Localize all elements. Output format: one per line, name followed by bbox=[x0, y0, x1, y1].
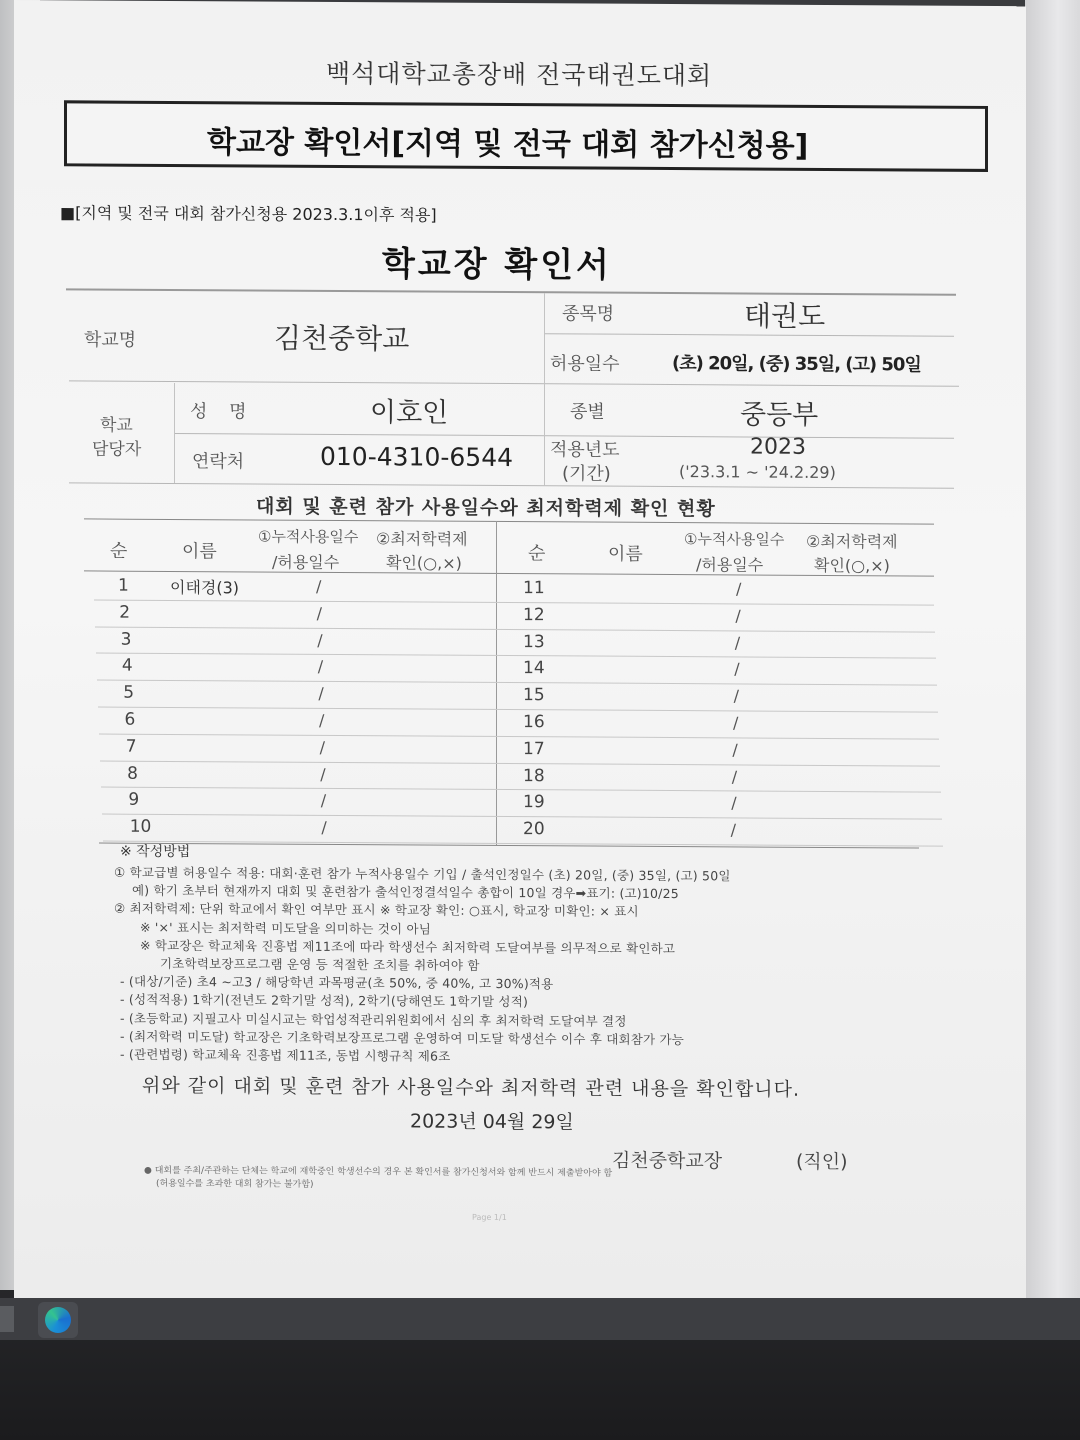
row-number: 2 bbox=[119, 602, 131, 623]
form-box-title: 학교장 확인서[지역 및 전국 대회 참가신청용] bbox=[207, 125, 809, 164]
row-number: 19 bbox=[523, 792, 545, 813]
school-label: 학교명 bbox=[84, 329, 137, 351]
row-number: 18 bbox=[523, 765, 545, 786]
row-days: / bbox=[319, 710, 325, 730]
right-window-edge bbox=[1025, 0, 1080, 1300]
taskbar bbox=[0, 1298, 1080, 1340]
row-number: 17 bbox=[523, 738, 545, 760]
row-number: 12 bbox=[523, 604, 545, 626]
signer-name: 김천중학교장 bbox=[612, 1149, 723, 1173]
event-label: 종목명 bbox=[562, 303, 615, 325]
confirmation-text: 위와 같이 대회 및 훈련 참가 사용일수와 최저학력 관련 내용을 확인합니다. bbox=[142, 1074, 801, 1101]
header-academic-left-2: 확인(○,×) bbox=[386, 553, 462, 573]
allowed-days-label: 허용일수 bbox=[550, 353, 620, 375]
school-value: 김천중학교 bbox=[274, 321, 410, 356]
row-number: 3 bbox=[120, 629, 132, 650]
name-label: 성 명 bbox=[190, 401, 255, 423]
manager-label-line1: 학교 bbox=[100, 415, 133, 436]
form-title-box bbox=[64, 100, 988, 172]
info-divider bbox=[544, 293, 545, 485]
row-number: 5 bbox=[123, 682, 135, 703]
table-row-line bbox=[100, 760, 940, 766]
row-days: / bbox=[321, 818, 327, 838]
note-line: - (성적적용) 1학기(전년도 2학기말 성적), 2학기(당해연도 1학기말 성적) bbox=[120, 992, 529, 1010]
note-line: - (초등학교) 지필고사 미실시교는 학업성적관리위원회에서 심의 후 최저학력 도달여부 결정 bbox=[120, 1010, 627, 1029]
apply-year-label-line2: (기간) bbox=[562, 463, 611, 485]
table-row-line bbox=[96, 653, 936, 659]
row-days: / bbox=[732, 740, 738, 760]
row-number: 7 bbox=[125, 736, 137, 757]
division-label: 종별 bbox=[570, 401, 605, 423]
row-days: / bbox=[317, 630, 323, 650]
row-days: / bbox=[320, 764, 326, 784]
section-title: 대회 및 훈련 참가 사용일수와 최저학력제 확인 현황 bbox=[256, 495, 716, 521]
event-value: 태권도 bbox=[744, 299, 826, 333]
table-row-line bbox=[95, 626, 935, 632]
table-row-line bbox=[98, 707, 938, 713]
manager-label-line2: 담당자 bbox=[92, 439, 142, 460]
form-title: 학교장 확인서 bbox=[382, 244, 612, 286]
note-line: - (최저학력 미도달) 학교장은 기초학력보장프로그램 운영하여 미도달 학생선수 이수 후 대회참가 가능 bbox=[120, 1028, 685, 1047]
document-date: 2023년 04월 29일 bbox=[410, 1110, 574, 1134]
row-number: 9 bbox=[128, 790, 140, 811]
taskbar-edge bbox=[0, 1306, 14, 1332]
contact-value: 010-4310-6544 bbox=[320, 441, 514, 473]
apply-year-value: 2023 bbox=[750, 434, 806, 460]
note-line: 기초학력보장프로그램 운영 등 적절한 조치를 취하여야 함 bbox=[160, 955, 480, 973]
note-line: ※ '×' 표시는 최저학력 미도달을 의미하는 것이 아님 bbox=[140, 919, 432, 937]
document-page bbox=[14, 0, 1026, 1306]
header-days-left-1: ①누적사용일수 bbox=[258, 527, 359, 547]
header-days-right-1: ①누적사용일수 bbox=[684, 530, 785, 549]
form-subtitle: ■[지역 및 전국 대회 참가신청용 2023.3.1이후 적용] bbox=[60, 203, 437, 225]
row-number: 14 bbox=[523, 658, 545, 679]
row-number: 13 bbox=[523, 631, 545, 652]
table-row-line bbox=[102, 814, 942, 820]
footnote-line1: ● 대회를 주최/주관하는 단체는 학교에 재학중인 학생선수의 경우 본 확인서를 참가신청서와 함께 반드시 제출받아야 함 bbox=[144, 1165, 613, 1179]
row-number: 20 bbox=[523, 819, 545, 840]
row-days: / bbox=[316, 576, 322, 596]
row-number: 11 bbox=[523, 578, 545, 599]
row-days: / bbox=[317, 657, 324, 677]
edge-browser-button[interactable] bbox=[38, 1302, 78, 1338]
header-academic-left-1: ②최저학력제 bbox=[376, 529, 468, 549]
apply-year-label-line1: 적용년도 bbox=[550, 439, 620, 461]
row-number: 4 bbox=[121, 656, 133, 677]
note-line: ② 최저학력제: 단위 학교에서 확인 여부만 표시 ※ 학교장 확인: ○표시, 학교장 미확인: × 표시 bbox=[114, 901, 639, 920]
row-number: 16 bbox=[523, 712, 545, 733]
note-line: 예) 학기 초부터 현재까지 대회 및 훈련참가 출석인정결석일수 총합이 10일 경우➡표기: (고)10/25 bbox=[132, 882, 679, 902]
row-days: / bbox=[318, 684, 324, 704]
row-number: 6 bbox=[124, 709, 136, 730]
row-days: / bbox=[734, 659, 740, 679]
header-days-left-2: /허용일수 bbox=[272, 552, 340, 572]
competition-title: 백석대학교총장배 전국태권도대회 bbox=[326, 58, 713, 91]
row-number: 10 bbox=[129, 816, 152, 838]
header-academic-right-1: ②최저학력제 bbox=[806, 531, 898, 552]
note-line: ※ 학교장은 학교체육 진흥법 제11조에 따라 학생선수 최저학력 도달여부를 의무적으로 확인하고 bbox=[140, 937, 676, 956]
row-days: / bbox=[735, 606, 741, 626]
notes-heading: ※ 작성방법 bbox=[120, 843, 191, 861]
page-label: Page 1/1 bbox=[472, 1212, 507, 1223]
header-no-left: 순 bbox=[110, 540, 128, 562]
note-line: - (관련법령) 학교체육 진흥법 제11조, 동법 시행규칙 제6조 bbox=[120, 1046, 451, 1064]
row-number: 8 bbox=[127, 763, 138, 784]
row-days: / bbox=[316, 603, 322, 623]
name-value: 이호인 bbox=[370, 397, 449, 429]
row-days: / bbox=[731, 766, 738, 787]
apply-year-period: ('23.3.1 ~ '24.2.29) bbox=[679, 462, 836, 483]
info-line bbox=[69, 482, 954, 488]
row-days: / bbox=[320, 791, 327, 811]
header-no-right: 순 bbox=[528, 543, 546, 565]
header-days-right-2: /허용일수 bbox=[696, 555, 764, 575]
row-days: / bbox=[736, 579, 742, 599]
seal-mark: (직인) bbox=[796, 1150, 848, 1174]
table-row-line bbox=[97, 680, 937, 686]
header-name-left: 이름 bbox=[182, 541, 217, 563]
division-value: 중등부 bbox=[740, 399, 819, 431]
info-divider bbox=[174, 383, 175, 483]
row-days: / bbox=[730, 820, 736, 840]
table-row-line bbox=[99, 733, 939, 739]
footnote-line2: (허용일수를 초과한 대회 참가는 불가함) bbox=[156, 1178, 314, 1190]
header-name-right: 이름 bbox=[608, 543, 643, 565]
row-days: / bbox=[734, 632, 741, 653]
table-row-line bbox=[94, 599, 934, 605]
row-days: / bbox=[319, 737, 325, 757]
row-name: 이태경(3) bbox=[170, 577, 240, 598]
contact-label: 연락처 bbox=[192, 451, 245, 473]
note-line: ① 학교급별 허용일수 적용: 대회·훈련 참가 누적사용일수 기입 / 출석인정일수 (초) 20일, (중) 35일, (고) 50일 bbox=[114, 864, 731, 884]
info-line bbox=[69, 380, 959, 386]
edge-browser-icon bbox=[45, 1307, 71, 1333]
row-days: / bbox=[731, 793, 737, 813]
header-academic-right-2: 확인(○,×) bbox=[814, 555, 890, 576]
allowed-days-value: (초) 20일, (중) 35일, (고) 50일 bbox=[672, 353, 921, 376]
row-number: 15 bbox=[523, 685, 545, 706]
table-row-line bbox=[101, 787, 941, 793]
row-days: / bbox=[733, 713, 739, 733]
row-days: / bbox=[733, 686, 739, 706]
row-number: 1 bbox=[118, 575, 129, 596]
note-line: - (대상/기준) 초4 ~고3 / 해당학년 과목평균(초 50%, 중 40%, 고 30%)적용 bbox=[120, 973, 554, 992]
